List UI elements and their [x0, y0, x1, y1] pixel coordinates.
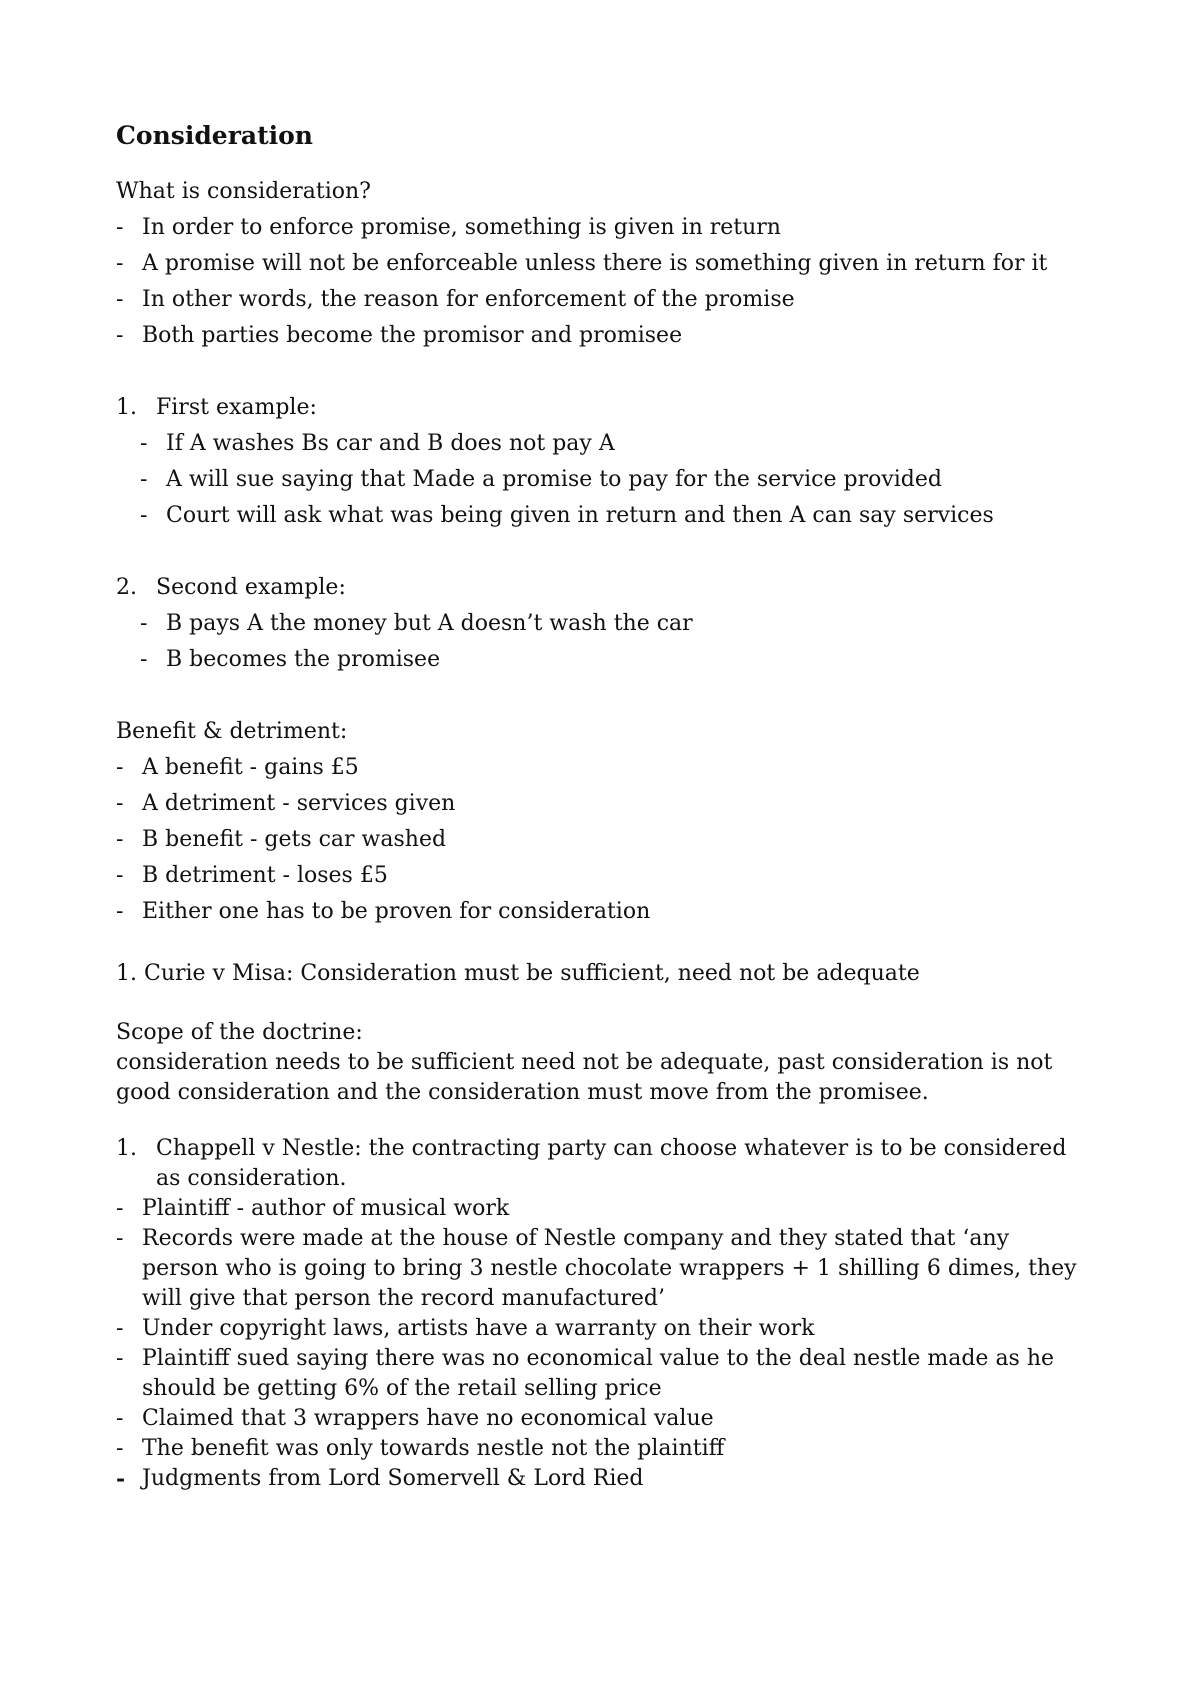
- scope-text: consideration needs to be sufficient need not be adequate, past consideration is not good consideration and the consideration must move from the promisee.: [116, 1050, 1053, 1105]
- example1-heading: [116, 390, 1090, 426]
- example2-heading: [116, 570, 1090, 606]
- list-item: - B benefit - gets car washed: [116, 822, 1090, 858]
- list-item: - If A washes Bs car and B does not pay A: [140, 426, 1090, 462]
- benefit-heading: Benefit & detriment:: [116, 719, 348, 744]
- list-item: - A benefit - gains £5: [116, 750, 1090, 786]
- list-item: - Plaintiff sued saying there was no economical value to the deal nestle made as he should be getting 6% of the retail selling price: [116, 1344, 1090, 1404]
- list-item: - The benefit was only towards nestle not the plaintiff: [116, 1434, 1090, 1464]
- example2-section: [116, 570, 1090, 606]
- list-item: - In order to enforce promise, something is given in return: [116, 210, 1090, 246]
- list-item: - B detriment - loses £5: [116, 858, 1090, 894]
- list-item: - Under copyright laws, artists have a warranty on their work: [116, 1314, 1090, 1344]
- chappell-heading: [116, 1134, 1090, 1194]
- list-item: - B becomes the promisee: [140, 642, 1090, 678]
- list-item: - A promise will not be enforceable unless there is something given in return for it: [116, 246, 1090, 282]
- spacer: [116, 534, 1090, 570]
- chappell-section: [116, 1134, 1090, 1194]
- benefit-list: [116, 750, 1090, 930]
- curie-case: 1. Curie v Misa: Consideration must be sufficient, need not be adequate: [116, 961, 920, 986]
- chappell-list: [116, 1194, 1090, 1494]
- list-item: - B pays A the money but A doesn’t wash the car: [140, 606, 1090, 642]
- example2-title: Second example:: [156, 575, 346, 600]
- spacer: [116, 1108, 1090, 1134]
- list-item: - Both parties become the promisor and promisee: [116, 318, 1090, 354]
- chappell-number: 1.: [116, 1136, 137, 1161]
- spacer: [116, 354, 1090, 390]
- example1-section: [116, 390, 1090, 426]
- example1-list: [116, 426, 1090, 534]
- list-item: - Claimed that 3 wrappers have no economical value: [116, 1404, 1090, 1434]
- example1-number: 1.: [116, 395, 137, 420]
- intro-heading: What is consideration?: [116, 179, 371, 204]
- scope-heading: Scope of the doctrine:: [116, 1020, 363, 1045]
- example1-title: First example:: [156, 395, 317, 420]
- list-item: - Plaintiff - author of musical work: [116, 1194, 1090, 1224]
- list-item: - In other words, the reason for enforcement of the promise: [116, 282, 1090, 318]
- list-item: - A will sue saying that Made a promise to pay for the service provided: [140, 462, 1090, 498]
- list-item: - A detriment - services given: [116, 786, 1090, 822]
- list-item: - Records were made at the house of Nestle company and they stated that ‘any person who is going to bring 3 nestle chocolate wrappers + 1 shilling 6 dimes, they will give that person the record manufactured’: [116, 1224, 1090, 1314]
- spacer: [116, 930, 1090, 956]
- example2-number: 2.: [116, 575, 137, 600]
- chappell-title: Chappell v Nestle: the contracting party can choose whatever is to be considered as consideration.: [156, 1136, 1067, 1191]
- list-item: - Either one has to be proven for consideration: [116, 894, 1090, 930]
- list-item: - Judgments from Lord Somervell & Lord Ried: [116, 1464, 1090, 1494]
- intro-list: [116, 210, 1090, 354]
- spacer: [116, 992, 1090, 1018]
- example2-list: [116, 606, 1090, 678]
- list-item: - Court will ask what was being given in return and then A can say services: [140, 498, 1090, 534]
- document-title: Consideration: [116, 121, 313, 150]
- spacer: [116, 678, 1090, 714]
